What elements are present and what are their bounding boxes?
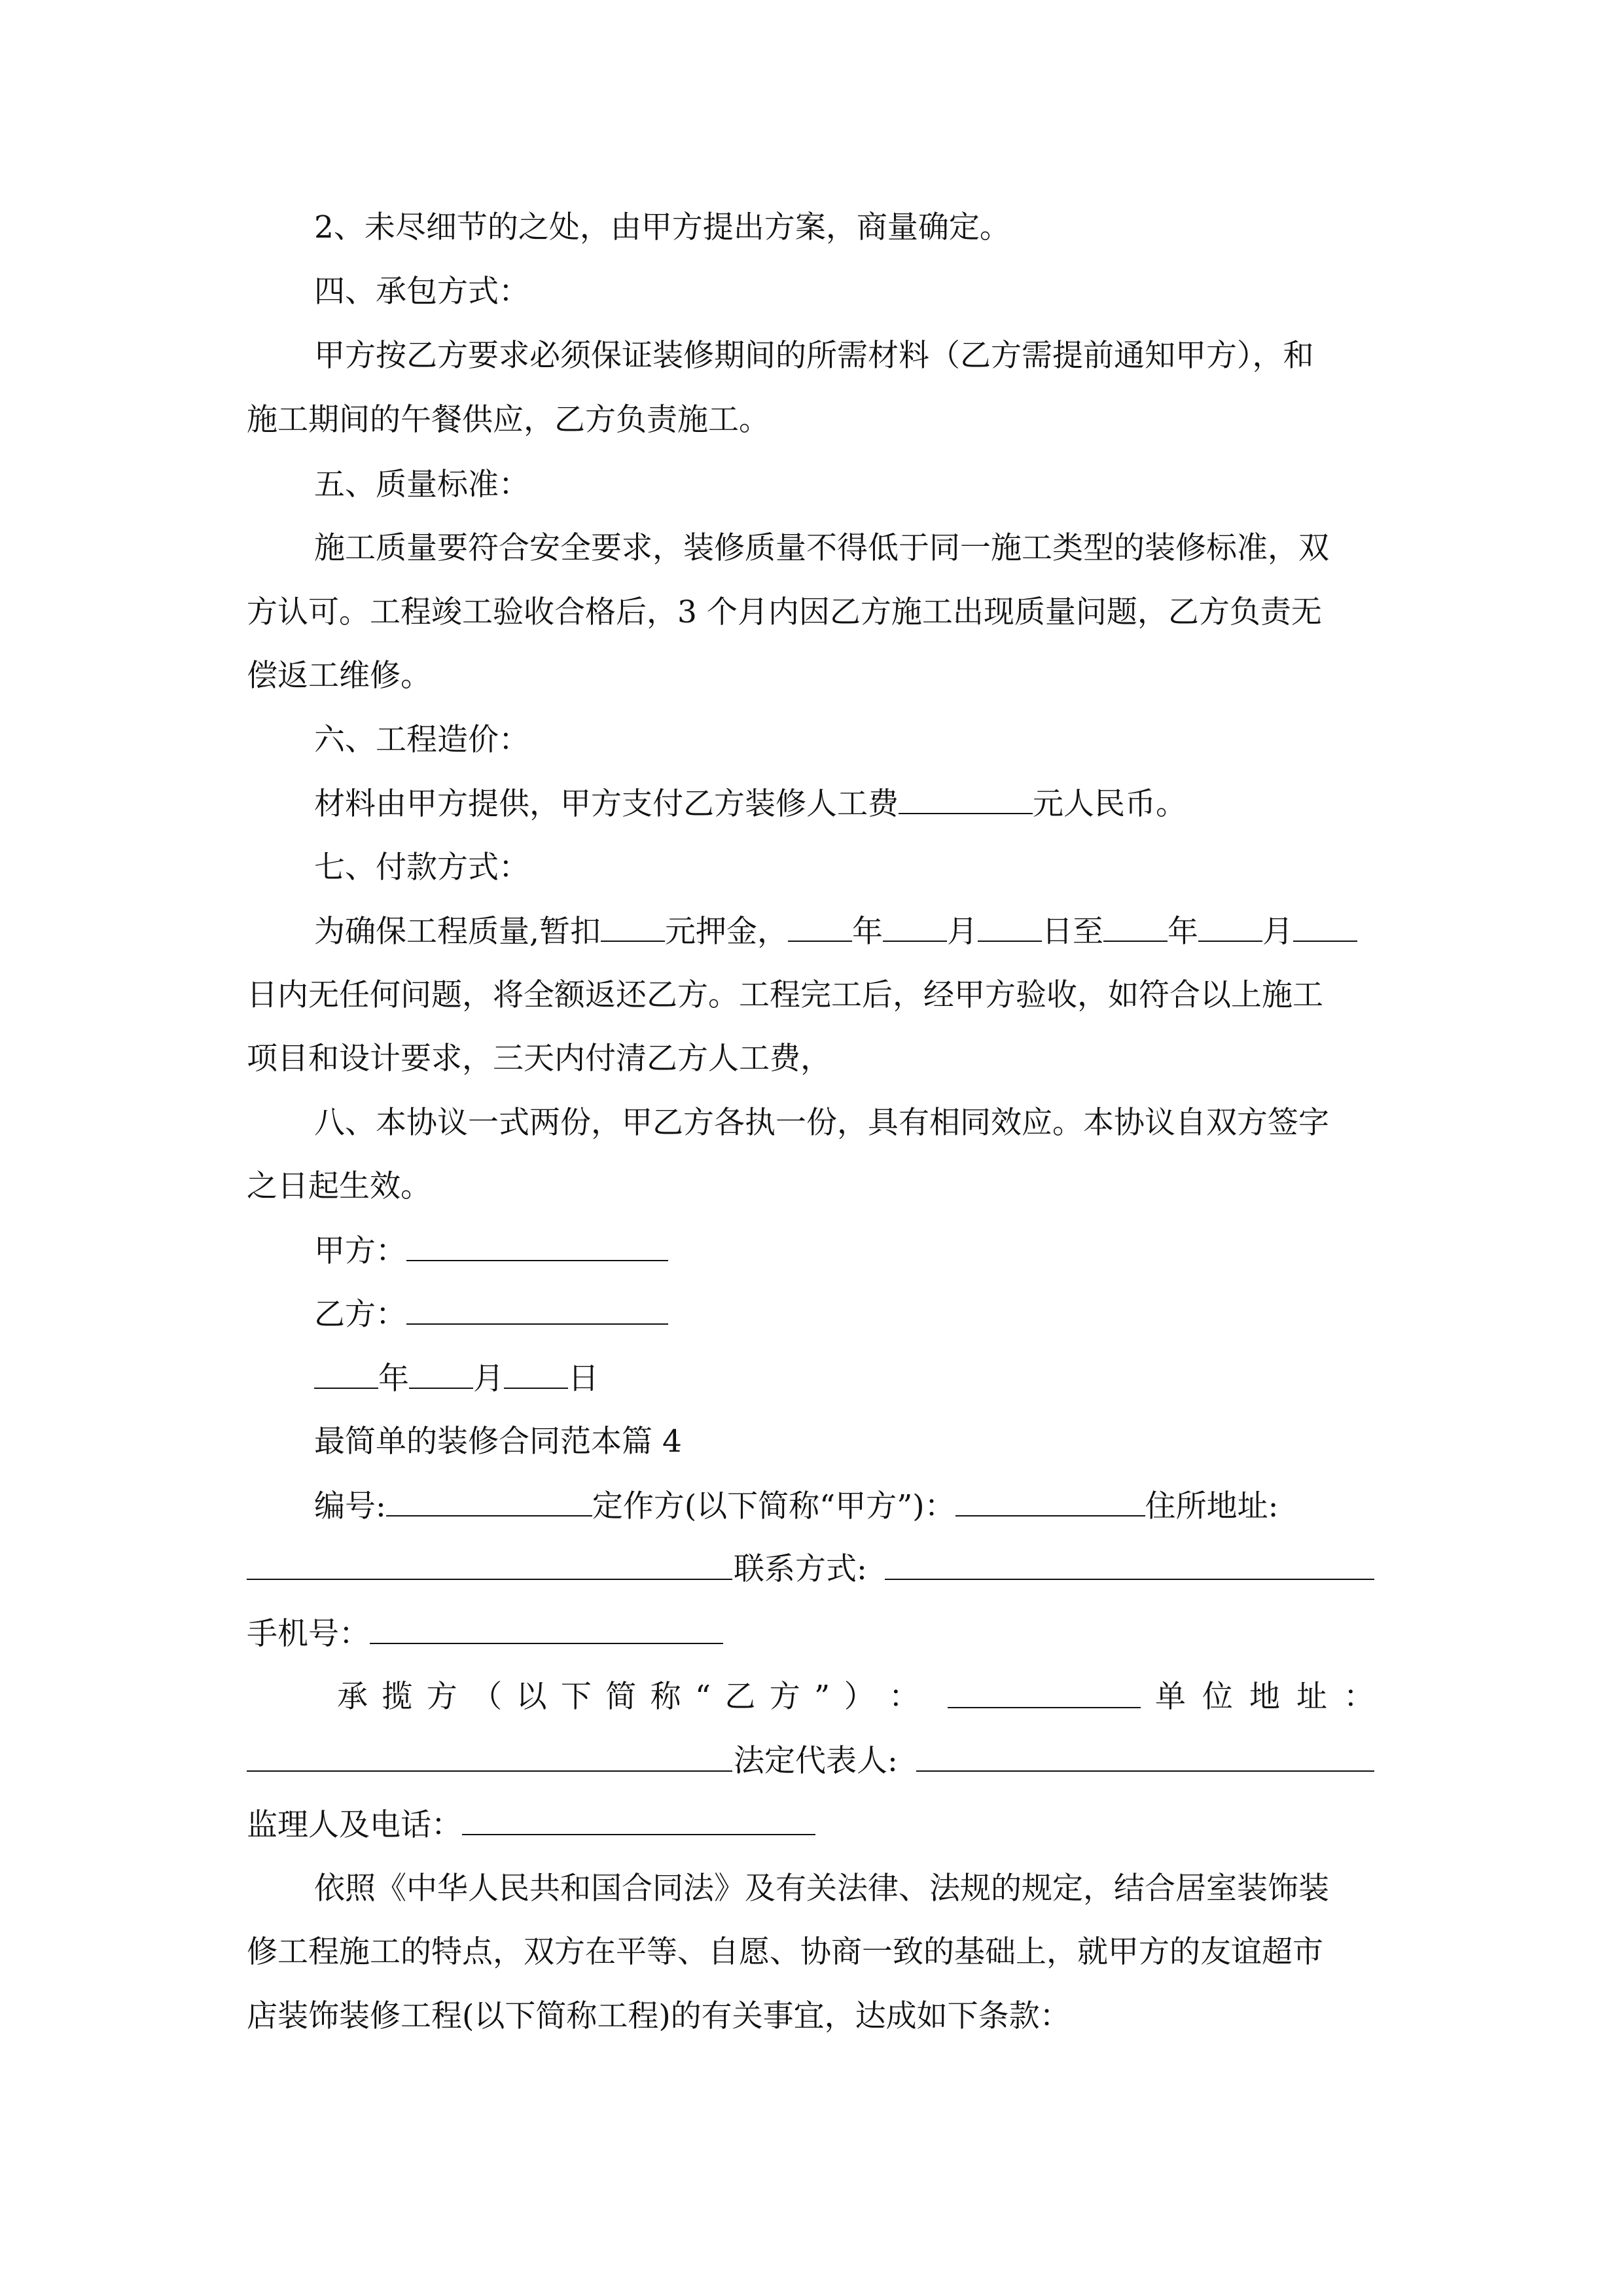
heading-quality-standard: 五、质量标准：: [314, 467, 529, 503]
end-day-blank[interactable]: [1293, 912, 1357, 942]
party-a-signature-blank[interactable]: [406, 1231, 668, 1261]
cost-blank[interactable]: [899, 784, 1033, 814]
paragraph-quality-2: 方认可。工程竣工验收合格后，3 个月内因乙方施工出现质量问题，乙方负责无: [247, 594, 1322, 630]
party-b-name-blank[interactable]: [948, 1707, 1141, 1708]
payment-year-label: 年: [851, 914, 883, 950]
payment-end-month-label: 月: [1262, 914, 1293, 950]
char: 承: [337, 1679, 368, 1715]
char: 地: [1249, 1679, 1280, 1715]
paragraph-basis-1: 依照《中华人民共和国合同法》及有关法律、法规的规定，结合居室装饰装: [314, 1871, 1329, 1907]
date-month-blank[interactable]: [409, 1359, 473, 1389]
cost-unit: 元人民币。: [1033, 786, 1186, 822]
mobile-line: [247, 1614, 723, 1654]
char: 址: [1296, 1679, 1327, 1715]
paragraph-agreement-1: 八、本协议一式两份，甲乙方各执一份，具有相同效应。本协议自双方签字: [314, 1105, 1329, 1141]
char: 单: [1155, 1679, 1186, 1715]
char: 乙: [724, 1679, 756, 1715]
mobile-blank[interactable]: [370, 1614, 723, 1644]
start-day-blank[interactable]: [978, 912, 1042, 942]
heading-payment: 七、付款方式：: [314, 850, 529, 886]
mobile-label: 手机号：: [247, 1616, 370, 1652]
party-a-name-blank[interactable]: [955, 1486, 1145, 1516]
char: 揽: [382, 1679, 413, 1715]
address-label: 住所地址:: [1145, 1488, 1279, 1524]
heading-contract-method: 四、承包方式：: [314, 274, 529, 310]
char: 位: [1202, 1679, 1233, 1715]
cost-text: 材料由甲方提供，甲方支付乙方装修人工费: [314, 786, 899, 822]
contact-label: 联系方式:: [734, 1551, 867, 1587]
legal-rep-label: 法定代表人:: [734, 1743, 898, 1779]
start-year-blank[interactable]: [788, 912, 852, 942]
unit-address-label: [1155, 1677, 1374, 1717]
char: ：: [1344, 1679, 1374, 1715]
char: （: [471, 1679, 503, 1715]
date-day-blank[interactable]: [504, 1359, 568, 1389]
paragraph-contract-method-2: 施工期间的午餐供应，乙方负责施工。: [247, 402, 770, 438]
party-a-label: 甲方：: [314, 1233, 406, 1269]
paragraph-basis-3: 店装饰装修工程(以下简称工程)的有关事宜，达成如下条款：: [247, 1998, 1071, 2034]
char: 以: [516, 1679, 547, 1715]
payment-text-1: 为确保工程质量,暂扣: [314, 914, 601, 950]
paragraph-basis-2: 修工程施工的特点，双方在平等、自愿、协商一致的基础上，就甲方的友谊超市: [247, 1934, 1323, 1970]
clause-2-detail: 2、未尽细节的之处，由甲方提出方案，商量确定。: [314, 209, 1010, 245]
paragraph-contract-method-1: 甲方按乙方要求必须保证装修期间的所需材料（乙方需提前通知甲方），和: [314, 338, 1314, 374]
party-b-label: 乙方：: [314, 1297, 406, 1333]
heading-project-cost: 六、工程造价：: [314, 722, 529, 758]
char: ）: [844, 1679, 875, 1715]
party-b-signature-blank[interactable]: [406, 1295, 668, 1325]
section-title-4: 最简单的装修合同范本篇 4: [314, 1424, 682, 1460]
signature-party-a: [314, 1231, 668, 1271]
signature-party-b: [314, 1295, 668, 1335]
end-month-blank[interactable]: [1198, 912, 1262, 942]
char: ：: [888, 1679, 919, 1715]
char: 简: [605, 1679, 637, 1715]
payment-text-2: 元押金，: [664, 914, 788, 950]
party-a-def-label: 定作方(以下简称“甲方”)：: [592, 1488, 955, 1524]
contractor-def-label: [337, 1677, 919, 1717]
legal-rep-blank[interactable]: [916, 1770, 1374, 1772]
char: ”: [814, 1679, 830, 1715]
signature-date: [314, 1359, 599, 1399]
end-year-blank[interactable]: [1103, 912, 1168, 942]
payment-end-year-label: 年: [1167, 914, 1198, 950]
char: “: [695, 1679, 711, 1715]
address-blank[interactable]: [247, 1579, 732, 1580]
contract-header-line-1: [314, 1486, 1278, 1526]
supervisor-label: 监理人及电话：: [247, 1807, 462, 1843]
supervisor-blank[interactable]: [462, 1805, 815, 1835]
char: 方: [769, 1679, 800, 1715]
date-day-label: 日: [568, 1361, 599, 1397]
paragraph-quality-1: 施工质量要符合安全要求，装修质量不得低于同一施工类型的装修标准，双: [314, 530, 1329, 566]
date-year-label: 年: [378, 1361, 409, 1397]
paragraph-payment-1: [314, 912, 1357, 952]
char: 下: [560, 1679, 592, 1715]
number-label: 编号:: [314, 1488, 386, 1524]
deposit-blank[interactable]: [601, 912, 665, 942]
paragraph-agreement-2: 之日起生效。: [247, 1168, 431, 1204]
start-month-blank[interactable]: [883, 912, 947, 942]
date-month-label: 月: [473, 1361, 504, 1397]
char: 方: [426, 1679, 457, 1715]
date-year-blank[interactable]: [314, 1359, 378, 1389]
unit-address-blank[interactable]: [247, 1770, 732, 1772]
payment-month-label: 月: [946, 914, 978, 950]
supervisor-line: [247, 1805, 815, 1845]
payment-day-to-label: 日至: [1041, 914, 1103, 950]
paragraph-project-cost: [314, 784, 1186, 824]
contact-blank[interactable]: [885, 1579, 1374, 1580]
paragraph-payment-3: 项目和设计要求，三天内付清乙方人工费，: [247, 1041, 831, 1077]
char: 称: [650, 1679, 681, 1715]
paragraph-payment-2: 日内无任何问题，将全额返还乙方。工程完工后，经甲方验收，如符合以上施工: [247, 977, 1323, 1013]
paragraph-quality-3: 偿返工维修。: [247, 658, 431, 694]
number-blank[interactable]: [386, 1486, 592, 1516]
